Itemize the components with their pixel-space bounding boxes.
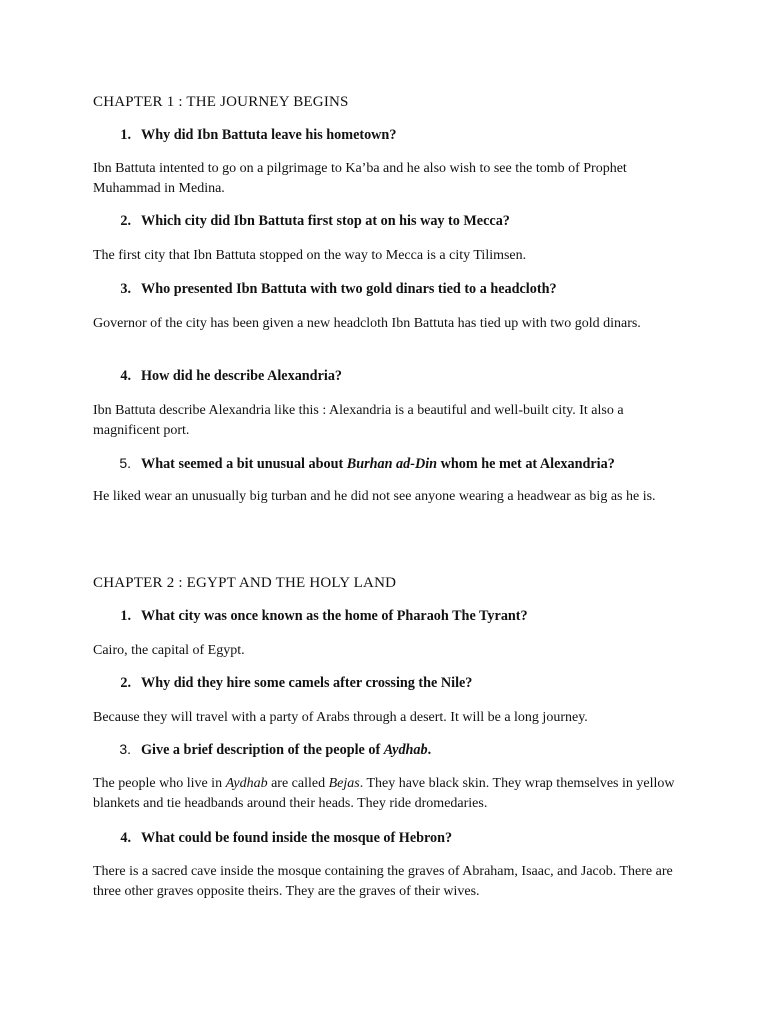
answer-text: are called [267,776,329,791]
question-text: Why did they hire some camels after crossing the Nile? [141,675,473,691]
question-text-before: What seemed a bit unusual about [141,456,347,472]
question-number: 4. [120,830,131,846]
question-2-2 [107,675,472,692]
answer-1-5: He liked wear an unusually big turban and he did not see anyone wearing a headwear as big as he is. [93,489,656,504]
answer-1-4: Ibn Battuta describe Alexandria like this : Alexandria is a beautiful and well-built city. It also a magnificent port. [93,403,624,438]
chapter-1-heading: CHAPTER 1 : THE JOURNEY BEGINS [93,94,349,110]
answer-text: The people who live in [93,776,226,791]
question-2-4 [107,830,452,847]
answer-italic: Bejas [328,776,360,791]
question-text-italic: Aydhab [383,742,428,758]
answer-2-4: There is a sacred cave inside the mosque containing the graves of Abraham, Isaac, and Jacob. There are three other graves opposite theirs. They are the graves of their wives. [93,864,673,899]
question-number: 4. [120,368,131,384]
answer-1-1: Ibn Battuta intented to go on a pilgrimage to Ka’ba and he also wish to see the tomb of Prophet Muhammad in Medina. [93,161,627,196]
question-number: 1. [120,608,131,624]
answer-2-3 [93,774,683,814]
question-text-after: . [427,742,432,758]
question-number: 1. [120,127,131,143]
question-number: 3. [120,281,131,297]
answer-2-2: Because they will travel with a party of Arabs through a desert. It will be a long journey. [93,710,588,725]
question-1-3 [107,281,557,298]
question-text-before: Give a brief description of the people of [141,742,384,758]
question-text: How did he describe Alexandria? [141,368,343,384]
answer-italic: Aydhab [225,776,268,791]
question-1-4 [107,368,342,385]
question-1-2 [107,213,510,230]
question-2-1 [107,608,528,625]
answer-1-3: Governor of the city has been given a new headcloth Ibn Battuta has tied up with two gold dinars. [93,316,641,331]
answer-1-2: The first city that Ibn Battuta stopped on the way to Mecca is a city Tilimsen. [93,248,527,263]
question-text-italic: Burhan ad-Din [346,456,438,472]
answer-text: . They have black skin. They wrap themselves in yellow blankets and tie headbands around their heads. They ride dromedaries. [93,776,675,811]
question-text: What could be found inside the mosque of Hebron? [141,830,453,846]
question-text: Who presented Ibn Battuta with two gold dinars tied to a headcloth? [141,281,557,297]
question-text: What city was once known as the home of Pharaoh The Tyrant? [141,608,528,624]
question-text: Which city did Ibn Battuta first stop at on his way to Mecca? [141,213,510,229]
question-1-5 [107,455,615,473]
question-text: Why did Ibn Battuta leave his hometown? [141,127,397,143]
question-1-1 [107,127,396,144]
question-number: 2. [120,213,131,229]
question-number: 5. [119,455,131,471]
question-2-3 [107,741,431,759]
chapter-2-heading: CHAPTER 2 : EGYPT AND THE HOLY LAND [93,575,397,591]
question-number: 3. [119,741,131,757]
question-text-after: whom he met at Alexandria? [437,456,615,472]
question-number: 2. [120,675,131,691]
answer-2-1: Cairo, the capital of Egypt. [93,643,245,658]
